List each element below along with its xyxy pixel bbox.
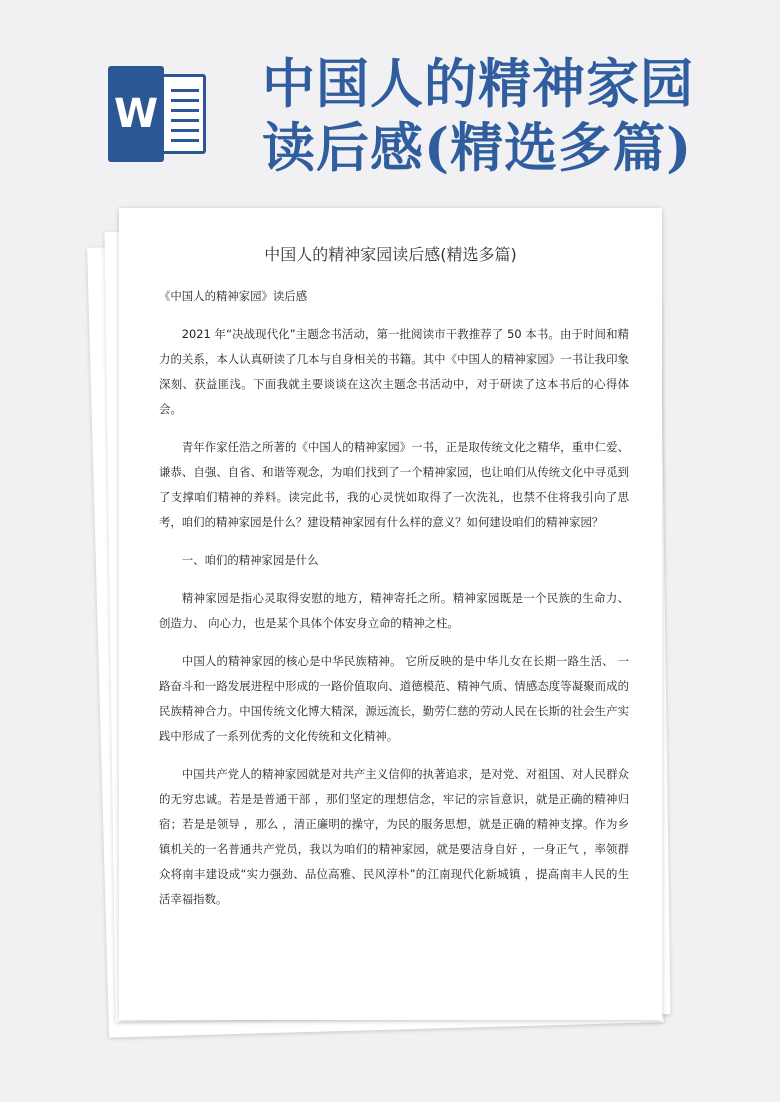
banner-title-line2: 读后感(精选多篇) (262, 117, 693, 179)
word-logo-letter: W (108, 66, 164, 162)
section-heading: 一、咱们的精神家园是什么 (181, 553, 319, 567)
book-heading: 《中国人的精神家园》读后感 (159, 289, 308, 303)
paragraph: 精神家园是指心灵取得安慰的地方，精神寄托之所。精神家园既是一个民族的生命力、 创造力、 向心力，也是某个具体个体安身立命的精神之柱。 (159, 591, 629, 630)
paragraph: 青年作家任浩之所著的《中国人的精神家园》一书，正是取传统文化之精华，重申仁爱、谦恭、自强、自省、和谐等观念，为咱们找到了一个精神家园，也让咱们从传统文化中寻觅到了支撑咱们精神的养料。读完此书，我的心灵恍如取得了一次洗礼，也禁不住将我引向了思考，咱们的精神家园是什么？建设精神家园有什么样的意义？如何建设咱们的精神家园？ (159, 440, 629, 529)
banner-title-line1: 中国人的精神家园 (262, 53, 694, 115)
document-page (119, 208, 662, 1020)
document-body (159, 284, 629, 925)
banner (0, 0, 780, 210)
paragraph: 中国人的精神家园的核心是中华民族精神。 它所反映的是中华儿女在长期一路生活、 一路奋斗和一路发展进程中形成的一路价值取向、道德模范、精神气质、情感态度等凝聚而成的民族精神合力。中国传统文化博大精深，源远流长，勤劳仁慈的劳动人民在长斯的社会生产实践中形成了一系列优秀的文化传统和文化精神。 (159, 654, 629, 743)
document-title: 中国人的精神家园读后感(精选多篇) (264, 245, 517, 264)
paragraph: 中国共产党人的精神家园就是对共产主义信仰的执著追求，是对党、对祖国、对人民群众的无穷忠诚。若是是普通干部 ，那们坚定的理想信念，牢记的宗旨意识，就是正确的精神归宿；若是是领导 ，那么 ，清正廉明的操守，为民的服务思想，就是正确的精神支撑。作为乡镇机关的一名普通共产党员，我以为咱们的精神家园，就是要洁身自好 ，一身正气 ，率领群众将南丰建设成“实力强劲、品位高雅、民风淳朴”的江南现代化新城镇 ，提高南丰人民的生活幸福指数。 (159, 767, 629, 906)
word-document-icon (108, 66, 210, 162)
banner-title (262, 52, 772, 180)
paragraph: 2021 年“决战现代化”主题念书活动，第一批阅读市干教推荐了 50 本书。由于时间和精力的关系，本人认真研读了几本与自身相关的书籍。其中《中国人的精神家园》一书让我印象深刻、获益匪浅。下面我就主要谈谈在这次主题念书活动中，对于研读了这本书后的心得体会。 (159, 327, 629, 416)
